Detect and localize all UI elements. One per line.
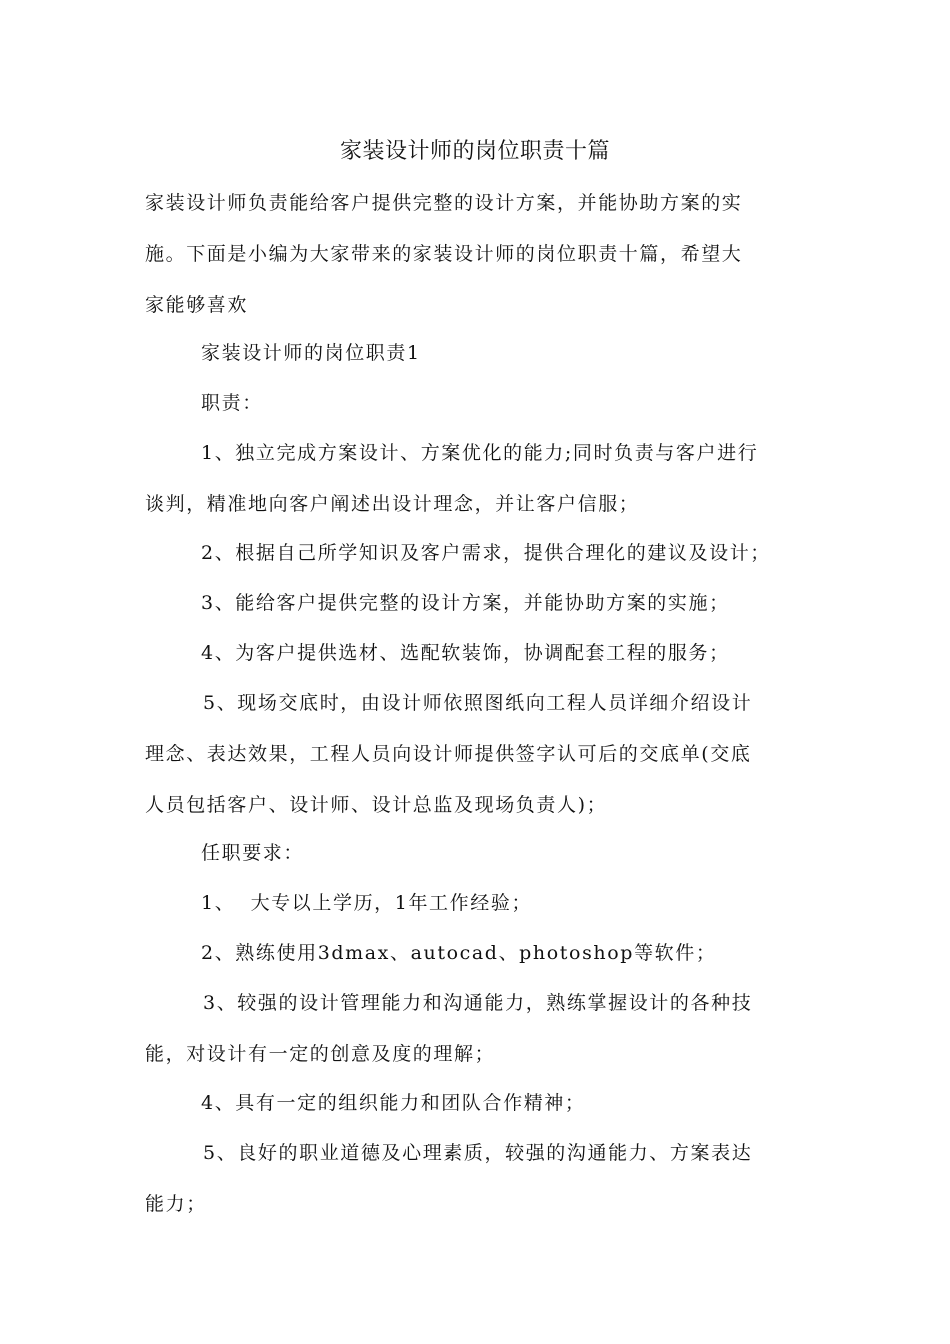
duty-line: 4、为客户提供选材、选配软装饰，协调配套工程的服务； bbox=[201, 642, 730, 664]
duty-line: 谈判，精准地向客户阐述出设计理念，并让客户信服； bbox=[145, 493, 640, 515]
requirement-item-3 bbox=[145, 978, 809, 1080]
requirement-line: 2、熟练使用3dmax、autocad、photoshop等软件； bbox=[201, 942, 717, 964]
section-heading: 家装设计师的岗位职责1 bbox=[201, 342, 421, 364]
requirement-item-4 bbox=[145, 1078, 809, 1129]
requirements-label: 任职要求： bbox=[201, 842, 305, 864]
duty-line: 5、现场交底时，由设计师依照图纸向工程人员详细介绍设计 bbox=[203, 692, 753, 714]
requirement-line: 3、较强的设计管理能力和沟通能力，熟练掌握设计的各种技 bbox=[203, 992, 753, 1014]
requirement-item-1 bbox=[145, 878, 809, 929]
requirement-line: 1、 大专以上学历，1年工作经验； bbox=[201, 892, 533, 914]
requirement-item-2 bbox=[145, 928, 809, 979]
intro-line: 施。下面是小编为大家带来的家装设计师的岗位职责十篇，希望大 bbox=[145, 243, 743, 265]
duty-item-4 bbox=[145, 628, 809, 679]
duty-line: 理念、表达效果，工程人员向设计师提供签字认可后的交底单(交底 bbox=[145, 743, 752, 765]
intro-line: 家能够喜欢 bbox=[145, 294, 249, 316]
requirement-item-5 bbox=[145, 1128, 809, 1230]
requirement-line: 4、具有一定的组织能力和团队合作精神； bbox=[201, 1092, 586, 1114]
intro-line: 家装设计师负责能给客户提供完整的设计方案，并能协助方案的实 bbox=[145, 192, 743, 214]
intro-paragraph bbox=[145, 178, 809, 331]
duty-item-1 bbox=[145, 428, 809, 530]
duty-line: 1、独立完成方案设计、方案优化的能力;同时负责与客户进行 bbox=[201, 442, 759, 464]
requirement-line: 5、良好的职业道德及心理素质，较强的沟通能力、方案表达 bbox=[203, 1142, 753, 1164]
requirement-line: 能，对设计有一定的创意及度的理解； bbox=[145, 1043, 496, 1065]
duty-item-3 bbox=[145, 578, 809, 629]
duty-line: 2、根据自己所学知识及客户需求，提供合理化的建议及设计； bbox=[201, 542, 771, 564]
duty-item-5 bbox=[145, 678, 809, 831]
document-title: 家装设计师的岗位职责十篇 bbox=[339, 139, 610, 164]
requirement-line: 能力； bbox=[145, 1193, 207, 1215]
duty-line: 3、能给客户提供完整的设计方案，并能协助方案的实施； bbox=[201, 592, 730, 614]
duty-item-2 bbox=[145, 528, 809, 579]
duty-line: 人员包括客户、设计师、设计总监及现场负责人)； bbox=[145, 794, 608, 816]
duties-label: 职责： bbox=[201, 392, 263, 414]
